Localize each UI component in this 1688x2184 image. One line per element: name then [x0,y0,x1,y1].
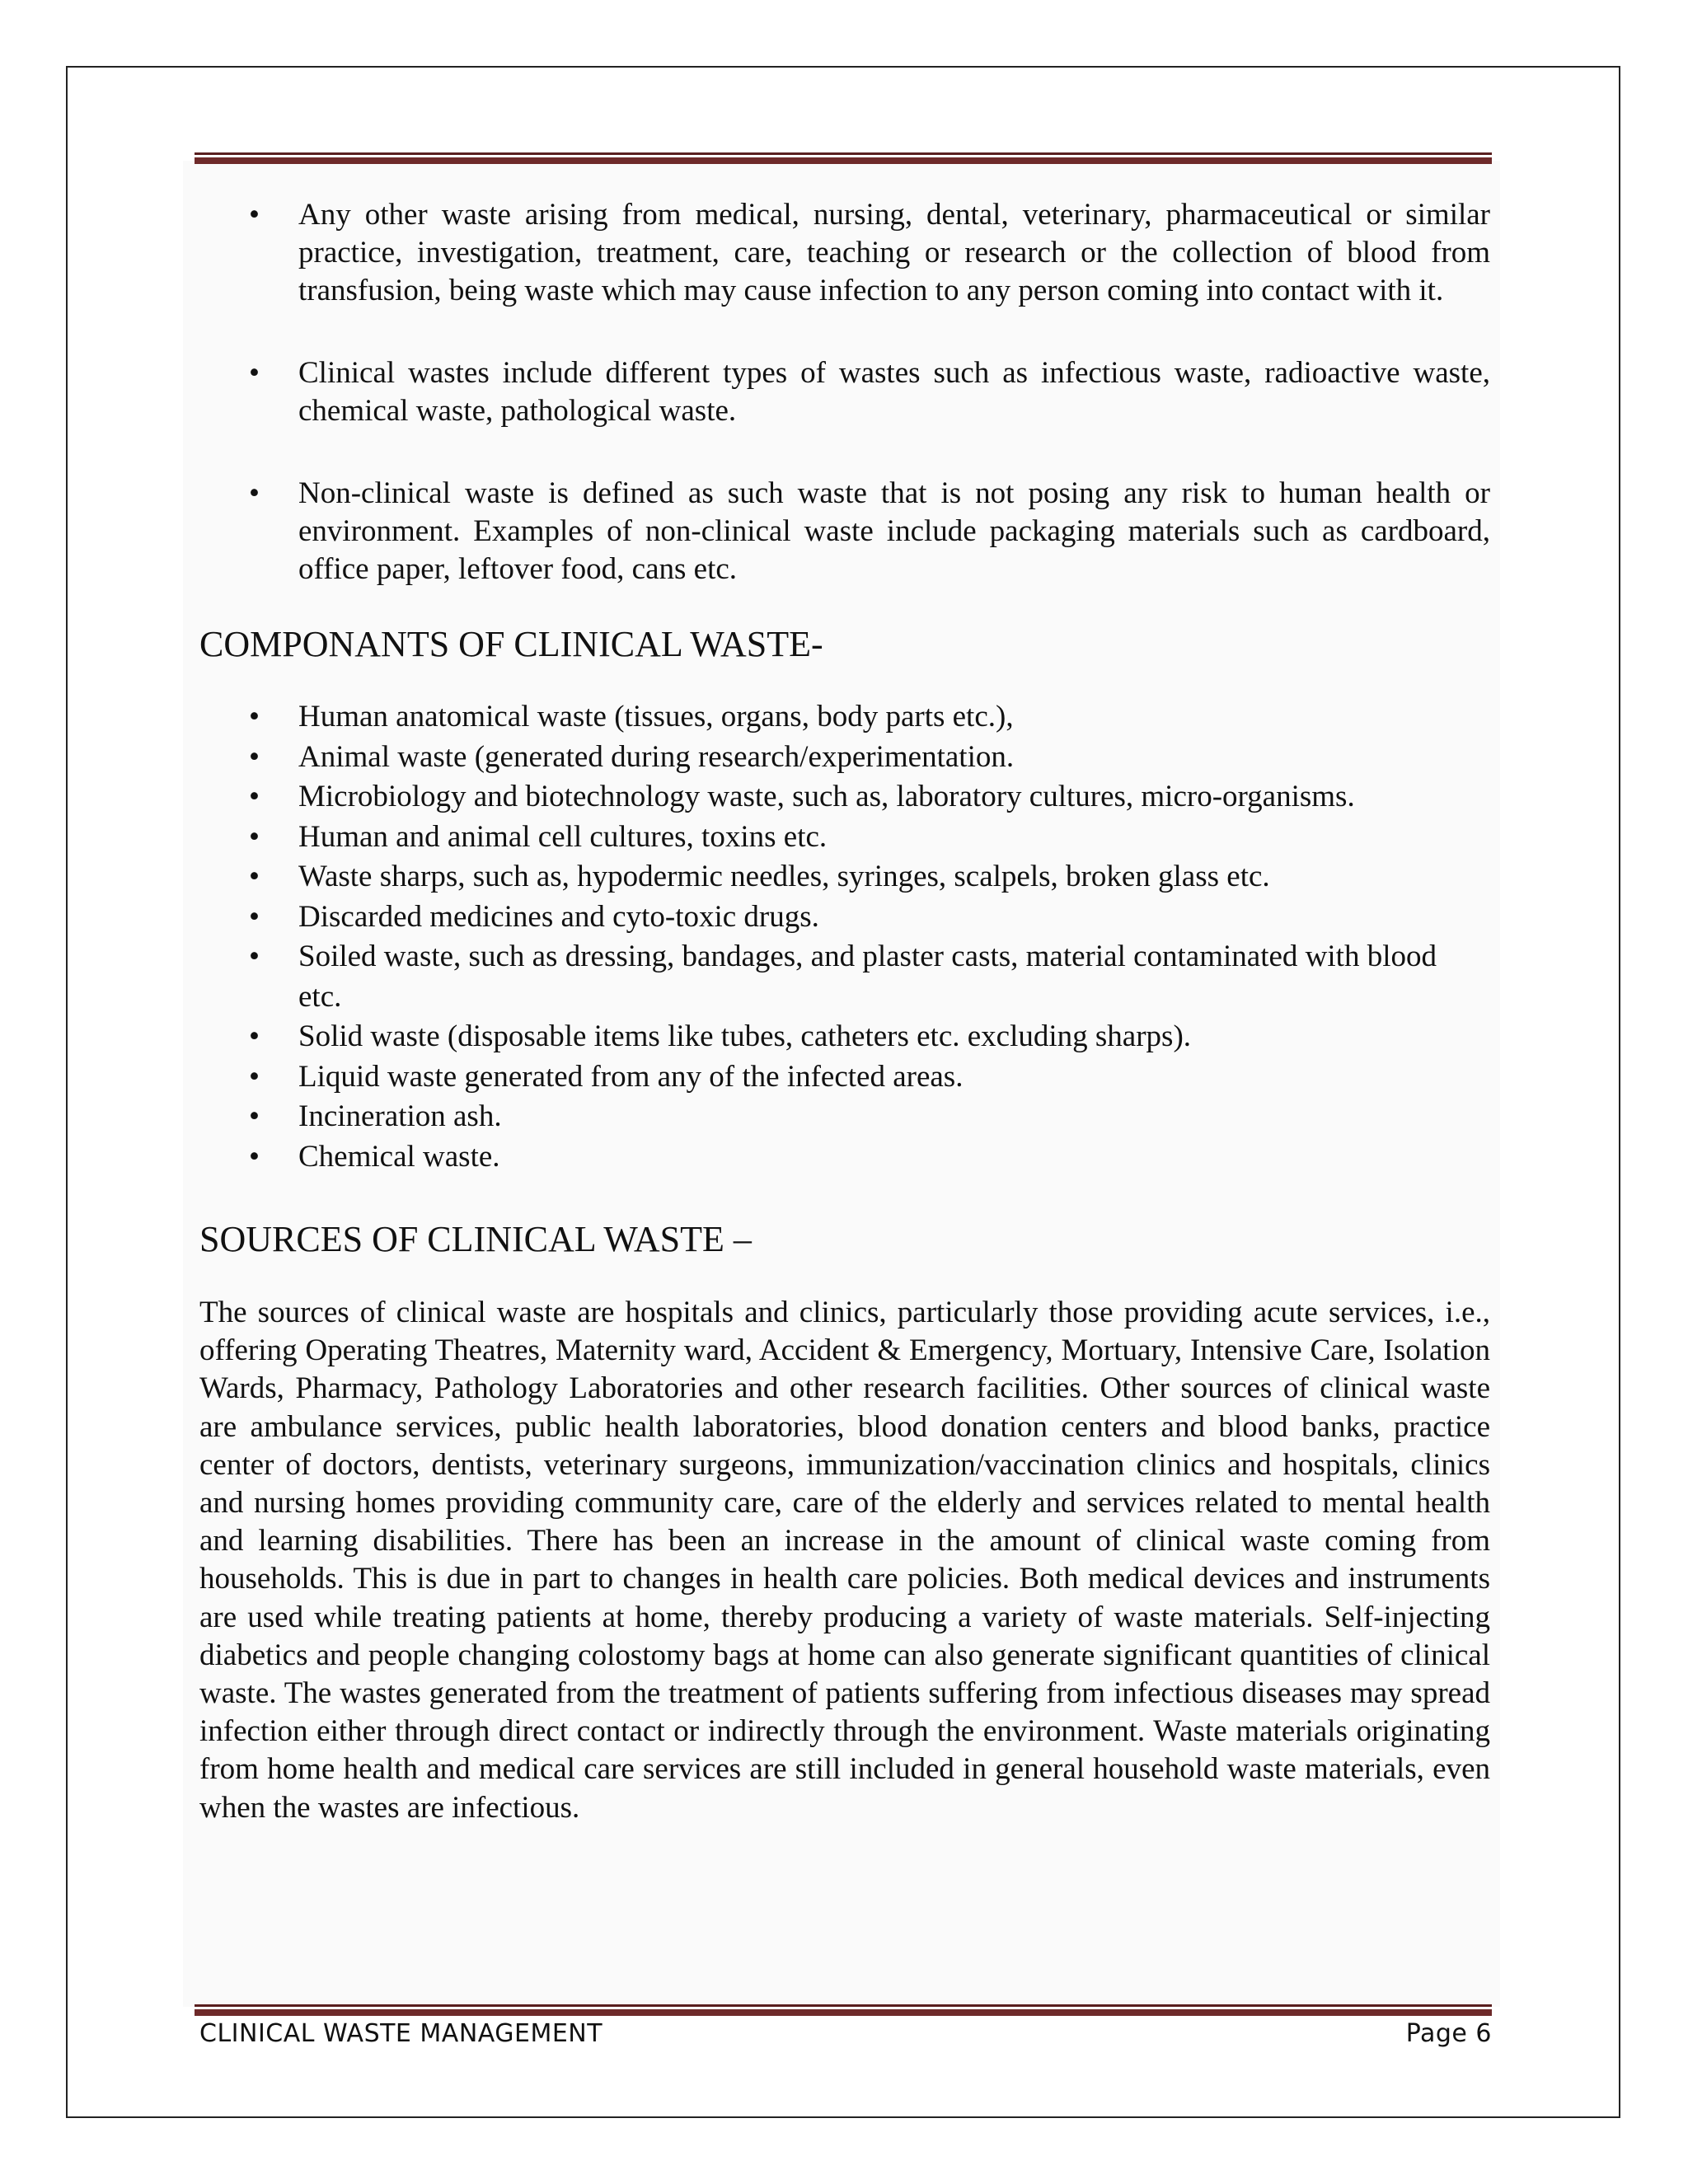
list-item: • Animal waste (generated during research/experimentation. [199,738,1490,778]
sources-heading: SOURCES OF CLINICAL WASTE – [199,1219,752,1259]
document-body [199,196,1490,1827]
list-item: • Human anatomical waste (tissues, organs, body parts etc.), [199,697,1490,738]
footer-document-title: CLINICAL WASTE MANAGEMENT [199,2019,603,2048]
components-heading: COMPONANTS OF CLINICAL WASTE- [199,624,823,664]
list-item: • Microbiology and biotechnology waste, such as, laboratory cultures, micro-organisms. [199,777,1490,818]
list-item: • Incineration ash. [199,1097,1490,1137]
list-item: • Soiled waste, such as dressing, bandages, and plaster casts, material contaminated with blood etc. [199,937,1490,1017]
list-item: • Any other waste arising from medical, nursing, dental, veterinary, pharmaceutical or similar practice, investigation, treatment, care, teaching or research or the collection of blood from transfusion, being waste which may cause infection to any person coming into contact with it. [199,196,1490,310]
list-item: • Clinical wastes include different types of wastes such as infectious waste, radioactive waste, chemical waste, pathological waste. [199,354,1490,430]
components-list [199,697,1490,1177]
footer-page-number: Page 6 [1405,2019,1492,2048]
list-item: • Liquid waste generated from any of the infected areas. [199,1057,1490,1098]
intro-bullet-list [199,196,1490,588]
list-item: • Chemical waste. [199,1137,1490,1178]
list-item: • Discarded medicines and cyto-toxic drugs. [199,898,1490,938]
header-rule [195,152,1492,164]
list-item: • Solid waste (disposable items like tubes, catheters etc. excluding sharps). [199,1017,1490,1057]
sources-paragraph: The sources of clinical waste are hospitals and clinics, particularly those providing acute services, i.e., offering Operating Theatres, Maternity ward, Accident & Emergency, Mortuary, Intensive Care, Isolation Wards, Pharmacy, Pathology Laboratories and other research facilities. Other sources of clinical waste are ambulance services, public health laboratories, blood donation centers and blood banks, practice center of doctors, dentists, veterinary surgeons, immunization/vaccination clinics and hospitals, clinics and nursing homes providing community care, care of the elderly and services related to mental health and learning disabilities. There has been an increase in the amount of clinical waste coming from households. This is due in part to changes in health care policies. Both medical devices and instruments are used while treating patients at home, thereby producing a variety of waste materials. Self-injecting diabetics and people changing colostomy bags at home can also generate significant quantities of clinical waste. The wastes generated from the treatment of patients suffering from infectious diseases may spread infection either through direct contact or indirectly through the environment. Waste materials originating from home health and medical care services are still included in general household waste materials, even when the wastes are infectious. [199,1296,1490,1825]
footer-rule [195,2004,1492,2016]
list-item: • Human and animal cell cultures, toxins etc. [199,818,1490,858]
list-item: • Non-clinical waste is defined as such waste that is not posing any risk to human health or environment. Examples of non-clinical waste include packaging materials such as cardboard, office paper, leftover food, cans etc. [199,475,1490,588]
list-item: • Waste sharps, such as, hypodermic needles, syringes, scalpels, broken glass etc. [199,857,1490,898]
